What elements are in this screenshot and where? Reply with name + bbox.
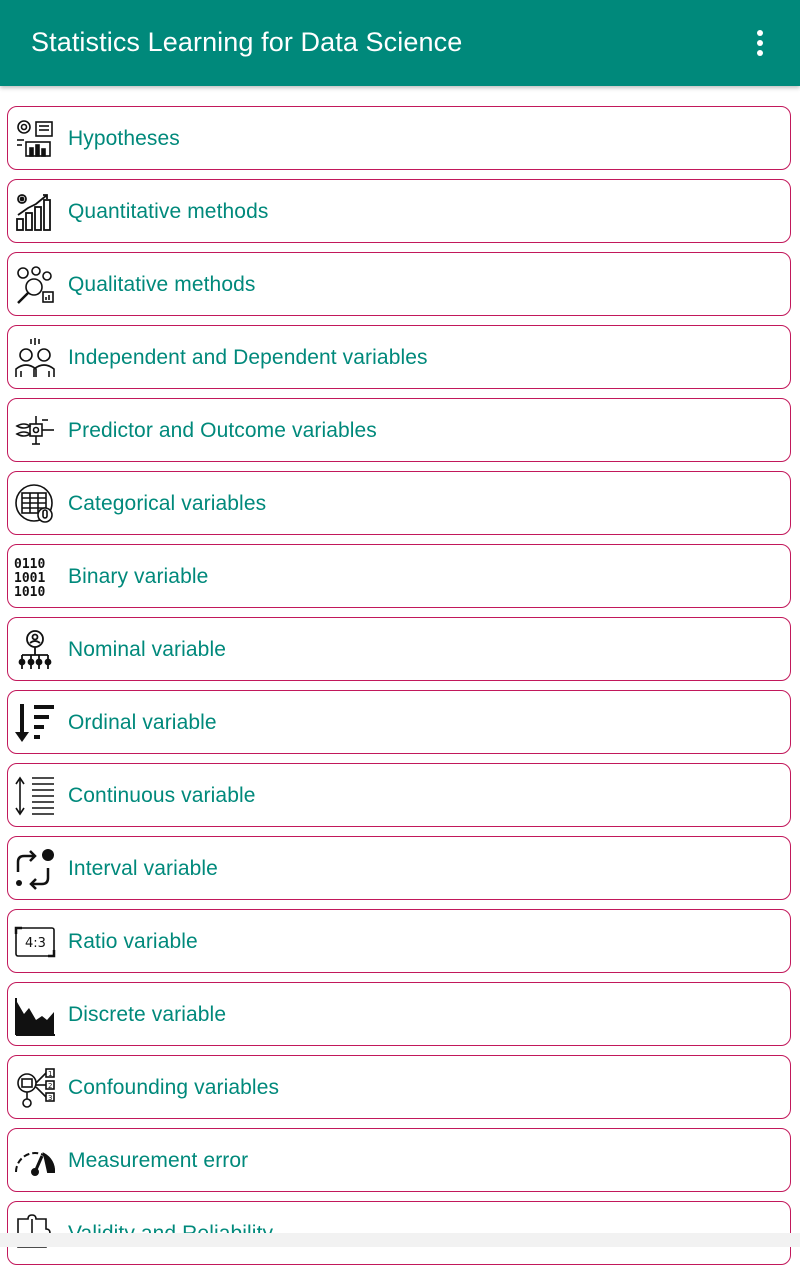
item-label: Ratio variable [68, 930, 198, 953]
svg-text:1010: 1010 [14, 585, 46, 600]
gauge-icon [14, 1140, 56, 1182]
ratio-icon [14, 921, 56, 963]
nominal-hierarchy-icon [14, 629, 56, 671]
svg-text:2: 2 [48, 1082, 53, 1090]
interval-cycle-icon [14, 848, 56, 890]
list-item-discrete[interactable] [7, 982, 791, 1046]
item-label: Hypotheses [68, 127, 180, 150]
item-label: Binary variable [68, 565, 209, 588]
item-label: Quantitative methods [68, 200, 269, 223]
list-item-nominal[interactable] [7, 617, 791, 681]
item-label: Interval variable [68, 857, 218, 880]
list-item-measurement-error[interactable] [7, 1128, 791, 1192]
list-item-ordinal[interactable] [7, 690, 791, 754]
item-label: Continuous variable [68, 784, 256, 807]
item-label: Discrete variable [68, 1003, 227, 1026]
list-item-confounding[interactable] [7, 1055, 791, 1119]
topic-list[interactable] [0, 86, 800, 1233]
item-label: Independent and Dependent variables [68, 346, 428, 369]
predictor-icon [14, 410, 56, 452]
list-item-qualitative-methods[interactable] [7, 252, 791, 316]
vertical-arrows-lines-icon [14, 775, 56, 817]
binary-icon [14, 556, 56, 598]
app-bar [0, 0, 800, 86]
list-item-binary[interactable] [7, 544, 791, 608]
area-chart-icon [14, 994, 56, 1036]
confounding-icon [14, 1067, 56, 1109]
magnifier-research-icon [14, 264, 56, 306]
item-label: Categorical variables [68, 492, 267, 515]
list-item-continuous[interactable] [7, 763, 791, 827]
svg-text:1001: 1001 [14, 571, 46, 586]
list-item-ratio[interactable] [7, 909, 791, 973]
item-label: Qualitative methods [68, 273, 256, 296]
list-item-independent-dependent[interactable] [7, 325, 791, 389]
item-label: Predictor and Outcome variables [68, 419, 377, 442]
list-item-categorical[interactable] [7, 471, 791, 535]
item-label: Confounding variables [68, 1076, 280, 1099]
item-label: Measurement error [68, 1149, 249, 1172]
hypotheses-icon [14, 118, 56, 160]
list-item-quantitative-methods[interactable] [7, 179, 791, 243]
people-icon [14, 337, 56, 379]
bottom-strip [0, 1233, 800, 1247]
item-label: Nominal variable [68, 638, 227, 661]
svg-text:0110: 0110 [14, 557, 46, 572]
overflow-menu-button[interactable] [744, 26, 776, 60]
svg-text:3: 3 [48, 1094, 53, 1102]
item-label: Ordinal variable [68, 711, 217, 734]
svg-text:4:3: 4:3 [25, 936, 46, 951]
sort-descending-icon [14, 702, 56, 744]
categorical-grid-icon [14, 483, 56, 525]
list-item-hypotheses[interactable] [7, 106, 791, 170]
bar-growth-icon [14, 191, 56, 233]
app-title: Statistics Learning for Data Science [31, 27, 463, 57]
more-vert-icon [744, 26, 776, 60]
list-item-interval[interactable] [7, 836, 791, 900]
list-item-predictor-outcome[interactable] [7, 398, 791, 462]
svg-text:1: 1 [48, 1070, 53, 1078]
